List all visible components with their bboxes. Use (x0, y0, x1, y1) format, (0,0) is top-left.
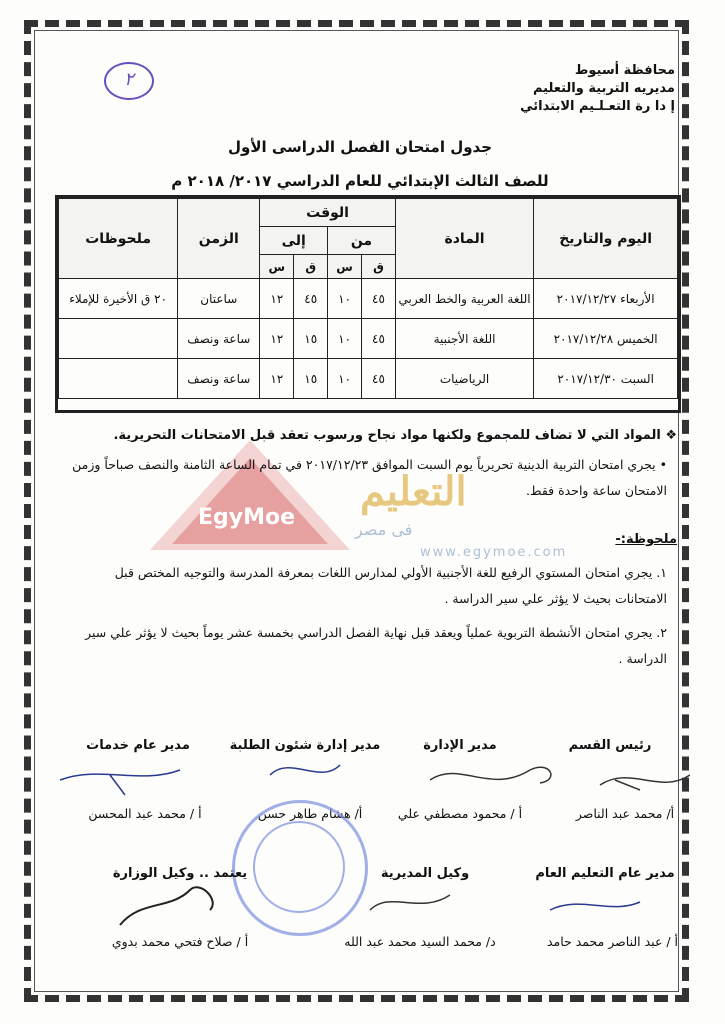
issuer-header (455, 62, 675, 116)
sig-title-services-director: مدير عام خدمات (86, 738, 190, 753)
signature-scribbles-icon (40, 755, 690, 810)
signature-scribbles-row2-icon (80, 880, 680, 935)
sig-title-admin-director: مدير الإدارة (423, 738, 497, 753)
document-subtitle: للصف الثالث الإبتدائي للعام الدراسي ٢٠١٧/ ٢٠١٨ م (171, 172, 549, 190)
col-from-minute: ق (362, 255, 396, 279)
cell-from-minute: ٤٥ (362, 319, 396, 359)
cell-to-minute: ١٥ (294, 359, 328, 399)
exam-schedule-table (58, 198, 678, 399)
watermark-logo-text: EgyMoe (198, 505, 296, 530)
sig-title-ministry-deputy: يعتمد .. وكيل الوزارة (112, 866, 248, 881)
cell-day-date: السبت ٢٠١٧/١٢/٣٠ (534, 359, 678, 399)
cell-duration: ساعتان (178, 279, 260, 319)
sig-title-directorate-deputy: وكيل المديرية (380, 866, 470, 881)
sig-title-department-head: رئيس القسم (568, 738, 652, 753)
cell-day-date: الأربعاء ٢٠١٧/١٢/٢٧ (534, 279, 678, 319)
note-item-2: ٢. يجري امتحان الأنشطة التربوية عملياً ويعقد قبل نهاية الفصل الدراسي بخمسة عشر يوماً بحيث لا يؤثر علي سير الدراسة . (85, 625, 667, 666)
sig-name-services-director: أ / محمد عبد المحسن (88, 806, 202, 821)
governorate-line: محافظة أسيوط (574, 63, 675, 78)
watermark-subtitle: فى مصر (355, 520, 413, 539)
cell-day-date: الخميس ٢٠١٧/١٢/٢٨ (534, 319, 678, 359)
sig-name-student-affairs: أ/ هشام طاهر حسن (257, 806, 363, 821)
sig-name-general-education: أ / عبد الناصر محمد حامد (546, 934, 679, 949)
col-notes: ملحوظات (59, 199, 178, 279)
cell-from-hour: ١٠ (328, 359, 362, 399)
cell-to-hour: ١٢ (260, 359, 294, 399)
col-from-hour: س (328, 255, 362, 279)
sig-name-department-head: أ/ محمد عبد الناصر (575, 806, 675, 821)
cell-notes (59, 359, 178, 399)
note-label: ملحوظة:- (615, 532, 677, 547)
cell-from-hour: ١٠ (328, 319, 362, 359)
cell-to-minute: ١٥ (294, 319, 328, 359)
sig-title-student-affairs: مدير إدارة شئون الطلبة (229, 738, 381, 753)
cell-to-minute: ٤٥ (294, 279, 328, 319)
table-row (59, 319, 678, 359)
cell-subject: اللغة الأجنبية (395, 319, 533, 359)
cell-to-hour: ١٢ (260, 279, 294, 319)
cell-notes: ٢٠ ق الأخيرة للإملاء (59, 279, 178, 319)
watermark-url: www.egymoe.com (420, 545, 568, 560)
col-day-date: اليوم والتاريخ (534, 199, 678, 279)
religion-exam-note: • يجري امتحان التربية الدينية تحريرياً يوم السبت الموافق ٢٠١٧/١٢/٢٣ في تمام الساعة الثامنة والنصف صباحاً وزمن الامتحان ساعة واحدة فقط. (72, 457, 667, 498)
cell-from-minute: ٤٥ (362, 359, 396, 399)
administration-line: إ دا رة التعـلـيم الابتدائي (520, 99, 675, 114)
col-to-minute: ق (294, 255, 328, 279)
sig-name-ministry-deputy: أ / صلاح فتحي محمد بدوي (111, 934, 249, 949)
col-subject: المادة (395, 199, 533, 279)
col-to-hour: س (260, 255, 294, 279)
directorate-line: مديريه التربية والتعليم (532, 81, 675, 96)
notes-heading: ❖ المواد التي لا تضاف للمجموع ولكنها مواد نجاح ورسوب تعقد قبل الامتحانات التحريرية. (113, 428, 677, 443)
col-from: من (328, 227, 396, 255)
cell-from-minute: ٤٥ (362, 279, 396, 319)
table-row (59, 359, 678, 399)
cell-from-hour: ١٠ (328, 279, 362, 319)
cell-notes (59, 319, 178, 359)
sig-name-admin-director: أ / محمود مصطفي علي (397, 806, 523, 821)
col-duration: الزمن (178, 199, 260, 279)
col-time: الوقت (260, 199, 396, 227)
sig-name-directorate-deputy: د/ محمد السيد محمد عبد الله (344, 934, 496, 949)
watermark-brand: التعليم (360, 468, 467, 515)
cell-subject: اللغة العربية والخط العربي (395, 279, 533, 319)
note-item-1: ١. يجري امتحان المستوي الرفيع للغة الأجنبية الأولي لمدارس اللغات بمعرفة المدرسة والتوجيه المختص قبل الامتحانات بحيث لا يؤثر علي سير الدراسة . (114, 565, 667, 606)
cell-duration: ساعة ونصف (178, 319, 260, 359)
col-to: إلى (260, 227, 328, 255)
document-title: جدول امتحان الفصل الدراسى الأول (227, 138, 493, 156)
cell-to-hour: ١٢ (260, 319, 294, 359)
sig-title-general-education: مدير عام التعليم العام (535, 866, 675, 881)
cell-duration: ساعة ونصف (178, 359, 260, 399)
page-number-circle: ٢ (104, 62, 154, 100)
table-row (59, 279, 678, 319)
cell-subject: الرياضيات (395, 359, 533, 399)
